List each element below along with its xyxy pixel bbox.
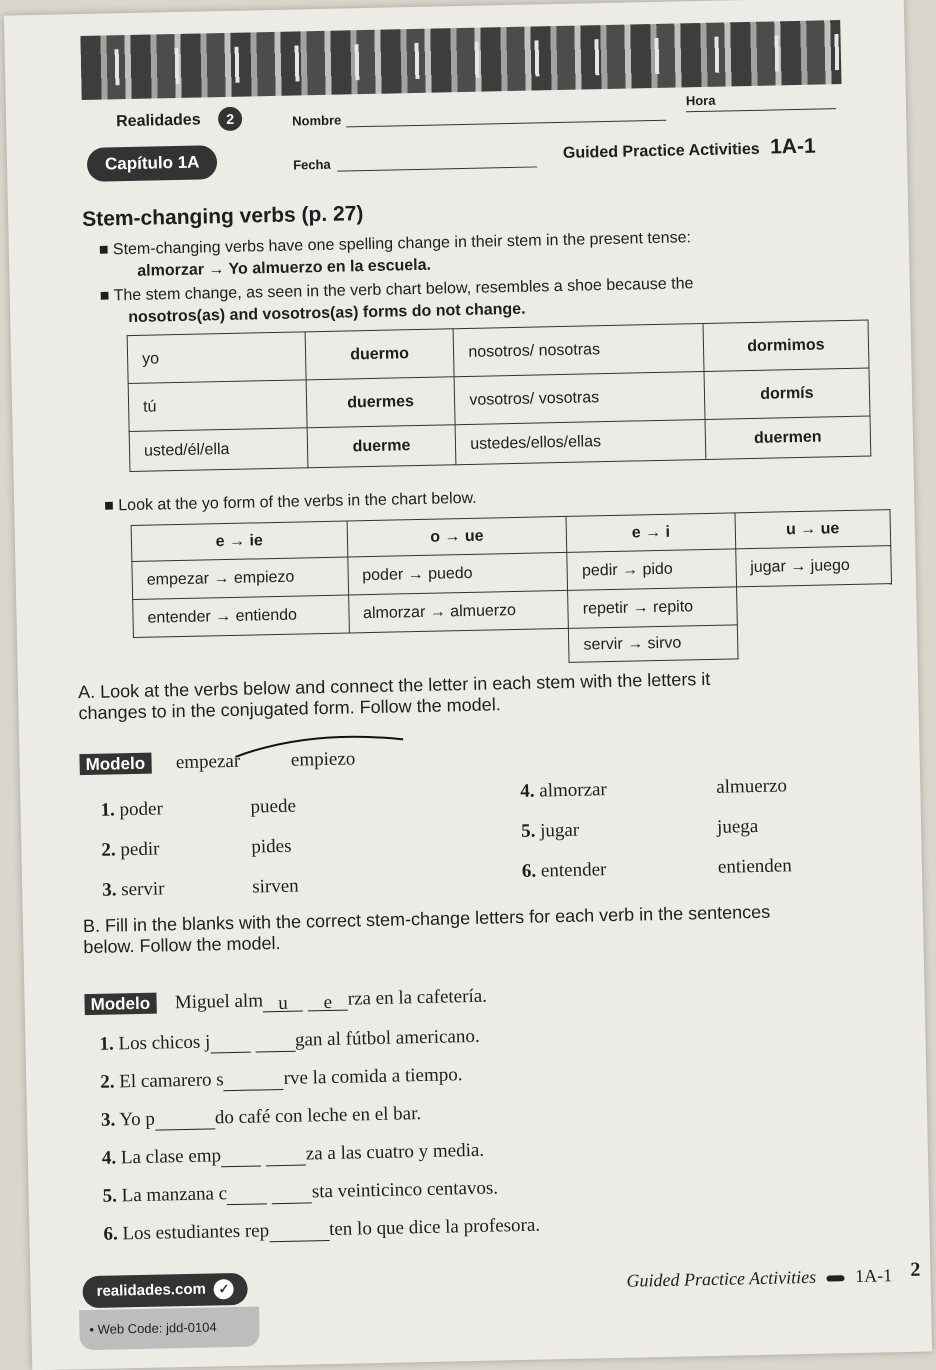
- chart-cell: duermes: [306, 377, 456, 428]
- answer-blank[interactable]: [224, 1071, 284, 1091]
- stem-header: e → i: [566, 513, 735, 553]
- stem-header: u → ue: [735, 510, 891, 549]
- part-a-item: 5. jugar juega: [520, 815, 759, 842]
- date-label: Fecha: [292, 156, 331, 173]
- stem-cell: almorzar → almuerzo: [348, 590, 569, 633]
- stem-cell: [736, 584, 892, 625]
- name-label: Nombre: [292, 112, 342, 129]
- site-link[interactable]: realidades.com ✓: [82, 1273, 248, 1308]
- chart-cell: ustedes/ellos/ellas: [455, 419, 705, 464]
- stem-cell: [737, 622, 893, 659]
- part-b-instructions: B. Fill in the blanks with the correct stem-change letters for each verb in the sentences below. Follow the model.: [82, 901, 771, 958]
- stem-cell: servir → sirvo: [569, 625, 738, 663]
- bullet-2: ■ The stem change, as seen in the verb chart below, resembles a shoe because the: [99, 275, 694, 305]
- name-field[interactable]: [346, 120, 666, 128]
- part-a-left-items: [100, 794, 362, 919]
- part-a-item: 2. pedir pides: [101, 835, 292, 861]
- chart-cell: usted/él/ella: [129, 428, 307, 472]
- stem-header: o → ue: [347, 516, 567, 557]
- dormir-verb-chart: [127, 320, 872, 473]
- stem-cell: empezar → empiezo: [132, 557, 348, 600]
- answer-blank[interactable]: [266, 1147, 306, 1167]
- footer-activity: Guided Practice Activities 1A-1: [626, 1265, 893, 1291]
- chart-cell: nosotros/ nosotras: [453, 324, 703, 377]
- chart-cell: yo: [127, 332, 306, 384]
- chart-cell: duermo: [305, 329, 455, 380]
- part-a-item: 6. entender entienden: [521, 855, 792, 882]
- answer-blank[interactable]: [272, 1184, 312, 1204]
- chart-cell: duermen: [705, 416, 871, 459]
- brand-label: Realidades: [115, 111, 201, 131]
- answer-blank[interactable]: [210, 1034, 250, 1054]
- part-b-items: [99, 1025, 540, 1262]
- worksheet-page: [4, 0, 932, 1370]
- hour-label: Hora: [685, 92, 716, 109]
- stem-cell: poder → puedo: [347, 552, 568, 595]
- bullet-1: ■ Stem-changing verbs have one spelling change in their stem in the present tense:: [98, 229, 692, 259]
- hour-field[interactable]: [686, 108, 836, 112]
- part-a-modelo: Modelo empezar empiezo: [79, 748, 355, 776]
- activity-title: Guided Practice Activities 1A-1: [562, 134, 816, 162]
- chapter-pill: Capítulo 1A: [87, 145, 218, 182]
- chart-cell: tú: [128, 380, 307, 432]
- part-a-right-items: [520, 774, 862, 901]
- stem-change-chart: [131, 509, 894, 672]
- part-a-instructions: A. Look at the verbs below and connect the letter in each stem with the letters it changes to in the conjugated form. Follow the model.: [77, 668, 711, 724]
- stem-cell: repetir → repito: [568, 587, 737, 629]
- part-b-item: 3. Yo p do café con leche en el bar.: [100, 1103, 422, 1131]
- answer-blank[interactable]: [227, 1185, 267, 1205]
- dash-mark: [827, 1275, 845, 1281]
- page-number: 2: [910, 1258, 921, 1281]
- part-a-item: 1. poder puede: [100, 795, 297, 821]
- checkmark-icon: ✓: [214, 1279, 234, 1299]
- stem-cell: entender → entiendo: [133, 595, 349, 638]
- answer-blank[interactable]: [269, 1222, 329, 1242]
- chart-cell: duerme: [307, 425, 456, 468]
- part-b-item: 4. La clase emp za a las cuatro y media.: [101, 1139, 485, 1169]
- stem-header: e → ie: [131, 521, 347, 562]
- stem-cell: [349, 628, 569, 667]
- section-title: Stem-changing verbs (p. 27): [81, 202, 364, 231]
- stem-cell: [133, 633, 349, 672]
- part-a-item: 3. servir sirven: [102, 875, 299, 901]
- part-b-modelo: Modelo Miguel alm u e rza en la cafetería.: [84, 986, 487, 1016]
- stem-cell: jugar → juego: [735, 546, 891, 587]
- part-b-item: 5. La manzana c sta veinticinco centavos.: [102, 1177, 499, 1207]
- web-code: • Web Code: jdd-0104: [79, 1307, 260, 1351]
- part-b-item: 6. Los estudiantes rep ten lo que dice la profesora.: [103, 1214, 541, 1245]
- modelo-connector-arc: [229, 731, 410, 763]
- stem-cell: pedir → pido: [567, 549, 736, 591]
- answer-blank[interactable]: [255, 1033, 295, 1053]
- chart-cell: vosotros/ vosotras: [454, 371, 704, 424]
- answer-blank[interactable]: [221, 1147, 261, 1167]
- bullet-2-line2: nosotros(as) and vosotros(as) forms do not change.: [128, 300, 526, 327]
- chart-cell: dormimos: [703, 320, 869, 371]
- part-b-item: 1. Los chicos j gan al fútbol americano.: [99, 1025, 480, 1055]
- date-field[interactable]: [337, 166, 537, 171]
- example-sentence: almorzar → Yo almuerzo en la escuela.: [137, 256, 432, 280]
- level-badge: 2: [218, 107, 242, 131]
- part-a-item: 4. almorzar almuerzo: [520, 775, 788, 802]
- part-b-item: 2. El camarero s rve la comida a tiempo.: [100, 1064, 463, 1093]
- bullet-3: ■ Look at the yo form of the verbs in the chart below.: [104, 489, 477, 515]
- chart-cell: dormís: [704, 368, 870, 419]
- answer-blank[interactable]: [155, 1110, 215, 1130]
